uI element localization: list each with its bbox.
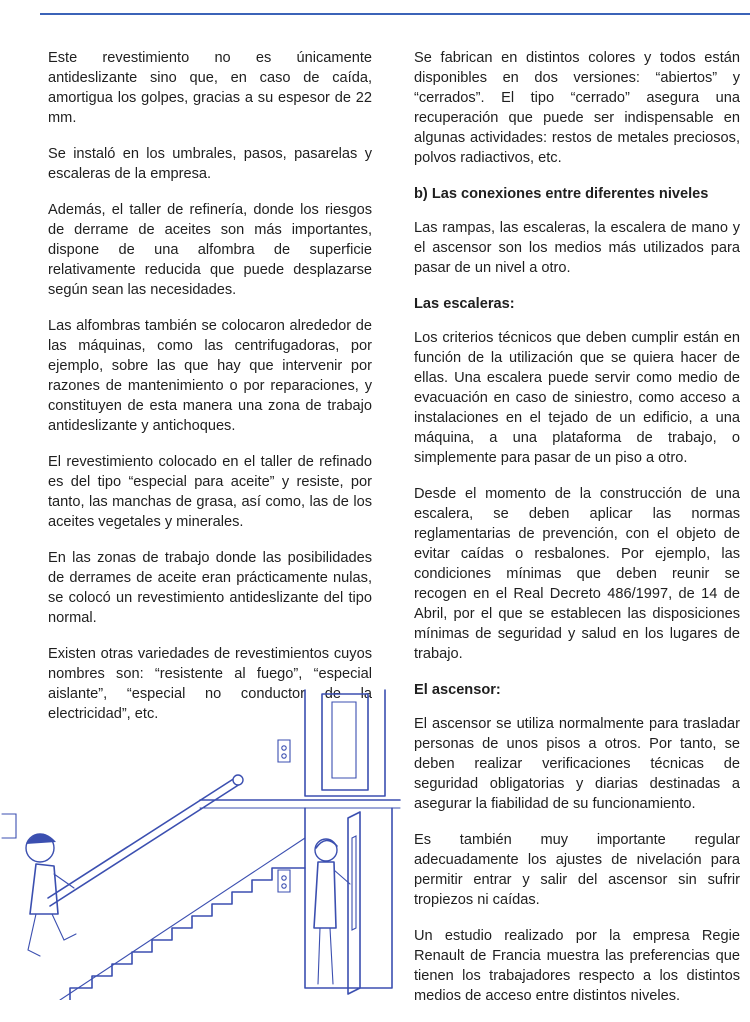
paragraph: El ascensor se utiliza normalmente para trasladar personas de unos pisos a otros. Por tanto, se deben realizar verificaciones técnicas de seguridad obligatorias y diarias destinadas a asegurar la fiabilidad de su funcionamiento.	[414, 716, 740, 812]
handrail	[48, 776, 238, 898]
illustration-drawing	[0, 688, 405, 1000]
upper-door-panel	[322, 694, 368, 790]
stairs-and-elevator-illustration	[0, 688, 405, 1000]
upper-door-window	[332, 702, 356, 778]
paragraph: Es también muy importante regular adecuadamente los ajustes de nivelación para permitir entrar y salir del ascensor sin sufrir tropiezos ni caídas.	[414, 832, 740, 908]
subsection-heading: Las escaleras:	[414, 296, 515, 312]
upper-door-frame	[305, 690, 385, 796]
wall-sign	[2, 814, 16, 838]
paragraph: Las rampas, las escaleras, la escalera de mano y el ascensor son los medios más utilizados para pasar de un nivel a otro.	[414, 220, 740, 276]
right-column	[414, 48, 740, 1022]
section-heading: b) Las conexiones entre diferentes niveles	[414, 186, 709, 202]
paragraph: Desde el momento de la construcción de una escalera, se deben aplicar las normas reglamentarias de prevención, con el objeto de evitar caídas o resbalones. Por ejemplo, las condiciones mínimas que deben reunir se recogen en el Real Decreto 486/1997, de 14 de Abril, por el que se establecen las disposiciones mínimas de seguridad y salud en los lugares de trabajo.	[414, 486, 740, 662]
staircase	[70, 868, 305, 1000]
paragraph: Existen otras variedades de revestimientos cuyos nombres son: “resistente al fuego”, “especial aislante”, “especial no conductor de la electricidad”, etc.	[48, 646, 372, 722]
header-rule	[40, 13, 750, 15]
paragraph: Se instaló en los umbrales, pasos, pasarelas y escaleras de la empresa.	[48, 146, 372, 182]
paragraph: Un estudio realizado por la empresa Regie Renault de Francia muestra las preferencias que tienen los trabajadores respecto a los distintos medios de acceso entre distintos niveles.	[414, 928, 740, 1004]
subsection-heading: El ascensor:	[414, 682, 501, 698]
paragraph: Las alfombras también se colocaron alrededor de las máquinas, como las centrifugadoras, por ejemplo, sobre las que hay que intervenir por razones de mantenimiento o por reparaciones, y constituyen de esta manera una zona de trabajo antideslizante y antichoques.	[48, 318, 372, 434]
lower-open-door	[348, 812, 360, 994]
paragraph: Además, el taller de refinería, donde los riesgos de derrame de aceites son más importantes, dispone de una alfombra de superficie relativamente reducida que puede desplazarse según sean las necesidades.	[48, 202, 372, 298]
paragraph: Este revestimiento no es únicamente antideslizante sino que, en caso de caída, amortigua los golpes, gracias a su espesor de 22 mm.	[48, 50, 372, 126]
paragraph: Se fabrican en distintos colores y todos están disponibles en dos versiones: “abiertos” y “cerrados”. El tipo “cerrado” asegura una recuperación que puede ser indispensable en algunas actividades: restos de metales preciosos, polvos radiactivos, etc.	[414, 50, 740, 166]
left-column	[48, 48, 372, 740]
paragraph: El revestimiento colocado en el taller de refinado es del tipo “especial para aceite” y resiste, por tanto, las manchas de grasa, así como, las de los aceites vegetales y minerales.	[48, 454, 372, 530]
paragraph: Los criterios técnicos que deben cumplir están en función de la utilización que se quiera hacer de ellas. Una escalera puede servir como medio de evacuación en caso de siniestro, como acceso a instalaciones en el tejado de un edificio, a una máquina, a una plataforma de trabajo, o simplemente para pasar de un piso a otro.	[414, 330, 740, 466]
paragraph: En las zonas de trabajo donde las posibilidades de derrames de aceite eran prácticamente nulas, se colocó un revestimiento antideslizante del tipo normal.	[48, 550, 372, 626]
